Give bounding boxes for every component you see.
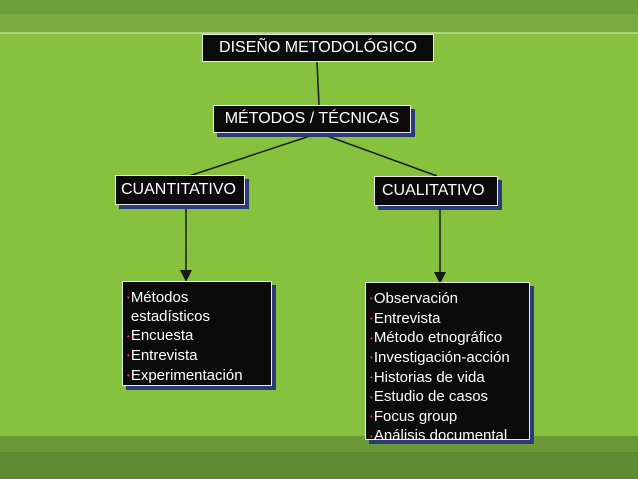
list-item: •Investigación-acción bbox=[370, 348, 510, 366]
list-item: •Experimentación bbox=[127, 366, 243, 384]
list-item: •Encuesta bbox=[127, 327, 194, 345]
list-item: •Historias de vida bbox=[370, 368, 485, 386]
bullet-icon: • bbox=[127, 293, 130, 303]
list-item: •Entrevista bbox=[127, 347, 198, 365]
quantitative-box bbox=[115, 175, 245, 205]
bullet-icon: • bbox=[370, 392, 373, 402]
qualitative-label: CUALITATIVO bbox=[382, 182, 485, 199]
bullet-icon: • bbox=[370, 314, 373, 324]
bullet-icon: • bbox=[370, 333, 373, 343]
subtitle-text: MÉTODOS / TÉCNICAS bbox=[224, 110, 400, 127]
bullet-icon: • bbox=[370, 431, 373, 441]
connector-subtitle-to-left bbox=[189, 133, 319, 176]
bullet-icon: • bbox=[370, 294, 373, 304]
quantitative-methods-list bbox=[122, 281, 272, 386]
bullet-icon: • bbox=[370, 353, 373, 363]
qualitative-box bbox=[374, 176, 498, 206]
bullet-icon: • bbox=[127, 371, 130, 381]
connector-subtitle-to-right bbox=[319, 133, 437, 176]
list-item: •Estudio de casos bbox=[370, 388, 489, 406]
list-item: •Focus group bbox=[370, 407, 458, 425]
qualitative-methods-list bbox=[365, 282, 530, 445]
bullet-icon: • bbox=[370, 372, 373, 382]
bullet-icon: • bbox=[127, 351, 130, 361]
title-text: DISEÑO METODOLÓGICO bbox=[219, 39, 417, 56]
list-item: •Análisis documental bbox=[370, 427, 508, 445]
list-item: •Entrevista bbox=[370, 309, 441, 327]
list-item: •Método etnográfico bbox=[370, 329, 503, 347]
list-item: •Observación bbox=[370, 290, 459, 307]
title-box bbox=[202, 34, 434, 62]
subtitle-box bbox=[213, 105, 411, 133]
connector-title-to-subtitle bbox=[317, 62, 319, 105]
bullet-icon: • bbox=[370, 412, 373, 422]
list-item: •Métodos estadísticos bbox=[127, 289, 211, 326]
quantitative-label: CUANTITATIVO bbox=[121, 181, 236, 198]
bullet-icon: • bbox=[127, 331, 130, 341]
